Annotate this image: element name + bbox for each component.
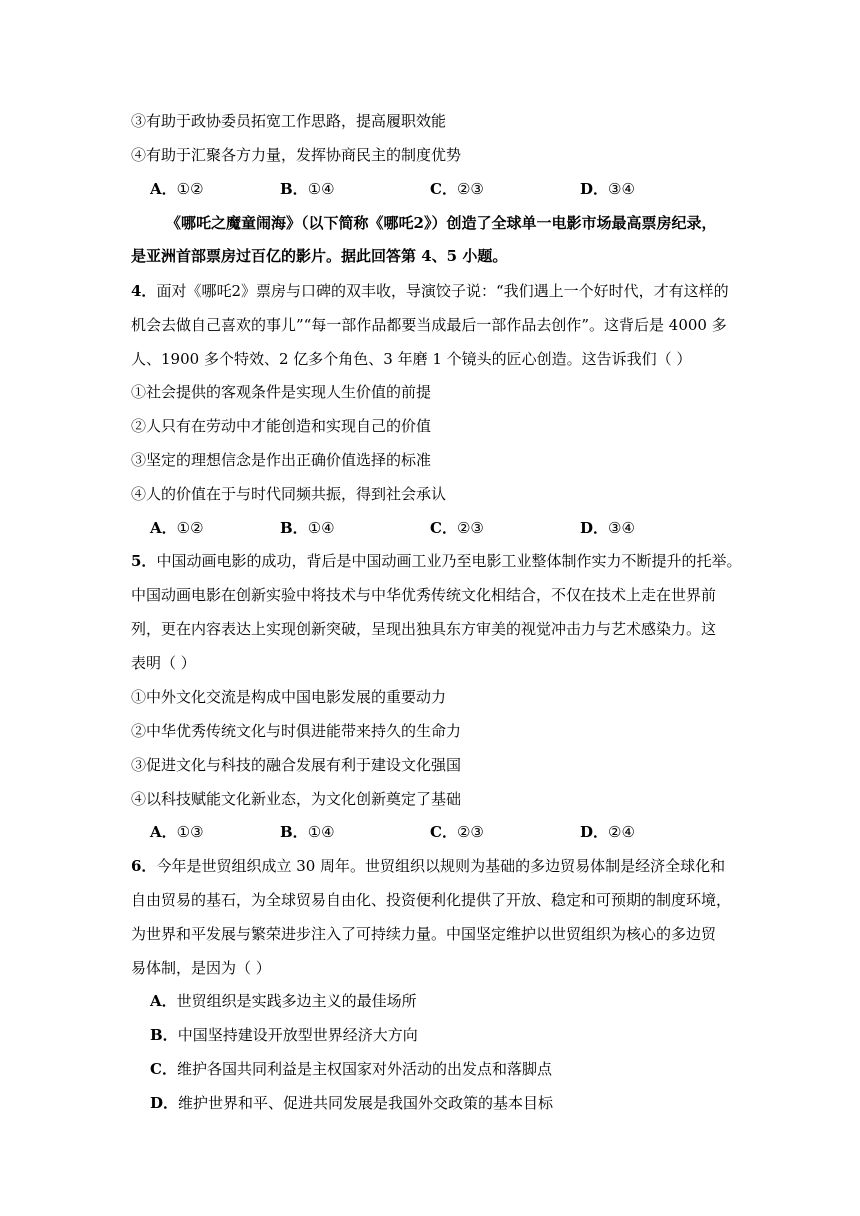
q5-item-3: ③促进文化与科技的融合发展有利于建设文化强国	[131, 756, 462, 774]
q6-stem-line-1: 6．今年是世贸组织成立 30 周年。世贸组织以规则为基础的多边贸易体制是经济全球化和	[131, 857, 726, 875]
q6-stem-line-2: 自由贸易的基石，为全球贸易自由化、投资便利化提供了开放、稳定和可预期的制度环境，	[131, 891, 732, 909]
q4-option-c: C．②③	[430, 519, 484, 537]
q5-option-d: D．②④	[580, 823, 635, 841]
q3-option-a: A．①②	[150, 180, 204, 198]
q4-stem-line-1: 4．面对《哪吒2》票房与口碑的双丰收，导演饺子说：“我们遇上一个好时代，才有这样的	[131, 282, 729, 300]
q5-option-a: A．①③	[150, 823, 204, 841]
q3-item-4: ④有助于汇聚各方力量，发挥协商民主的制度优势	[131, 146, 462, 164]
q6-choice-c: C．维护各国共同利益是主权国家对外活动的出发点和落脚点	[150, 1060, 552, 1078]
q6-stem-line-3: 为世界和平发展与繁荣进步注入了可持续力量。中国坚定维护以世贸组织为核心的多边贸	[131, 925, 717, 943]
q4-item-2: ②人只有在劳动中才能创造和实现自己的价值	[131, 417, 432, 435]
q5-option-b: B．①④	[280, 823, 335, 841]
q6-choice-b: B．中国坚持建设开放型世界经济大方向	[150, 1026, 418, 1044]
q6-number: 6．	[131, 857, 157, 875]
q5-item-1: ①中外文化交流是构成中国电影发展的重要动力	[131, 688, 447, 706]
q3-option-c: C．②③	[430, 180, 484, 198]
q4-option-a: A．①②	[150, 519, 204, 537]
q6-choice-a: A．世贸组织是实践多边主义的最佳场所	[150, 992, 417, 1010]
q3-option-b: B．①④	[280, 180, 335, 198]
q4-item-3: ③坚定的理想信念是作出正确价值选择的标准	[131, 451, 432, 469]
q4-stem-line-2: 机会去做自己喜欢的事儿”“每一部作品都要当成最后一部作品去创作”。这背后是 4000 多	[131, 316, 727, 334]
q5-stem-line-3: 列，更在内容表达上实现创新突破，呈现出独具东方审美的视觉冲击力与艺术感染力。这	[131, 620, 717, 638]
q5-stem-line-2: 中国动画电影在创新实验中将技术与中华优秀传统文化相结合，不仅在技术上走在世界前	[131, 586, 717, 604]
q5-number: 5．	[131, 552, 157, 570]
q4-option-d: D．③④	[580, 519, 635, 537]
q4-option-b: B．①④	[280, 519, 335, 537]
q4-stem-line-3: 人、1900 多个特效、2 亿多个角色、3 年磨 1 个镜头的匠心创造。这告诉我们（ ）	[131, 350, 692, 368]
q5-stem-line-1: 5．中国动画电影的成功，背后是中国动画工业乃至电影工业整体制作实力不断提升的托举。	[131, 552, 742, 570]
q5-item-2: ②中华优秀传统文化与时俱进能带来持久的生命力	[131, 722, 462, 740]
passage-line-2: 是亚洲首部票房过百亿的影片。据此回答第 4、5 小题。	[131, 247, 508, 265]
q6-stem-line-4: 易体制，是因为（ ）	[131, 959, 271, 977]
q5-option-c: C．②③	[430, 823, 484, 841]
q3-option-d: D．③④	[580, 180, 635, 198]
q4-number: 4．	[131, 282, 157, 300]
q6-choice-d: D．维护世界和平、促进共同发展是我国外交政策的基本目标	[150, 1094, 554, 1112]
q5-stem-line-4: 表明（ ）	[131, 654, 196, 672]
q4-item-4: ④人的价值在于与时代同频共振，得到社会承认	[131, 485, 447, 503]
q4-item-1: ①社会提供的客观条件是实现人生价值的前提	[131, 383, 432, 401]
q5-item-4: ④以科技赋能文化新业态，为文化创新奠定了基础	[131, 790, 462, 808]
q3-item-3: ③有助于政协委员拓宽工作思路，提高履职效能	[131, 112, 447, 130]
passage-line-1: 《哪吒之魔童闹海》（以下简称《哪吒2》）创造了全球单一电影市场最高票房纪录，	[166, 214, 717, 232]
